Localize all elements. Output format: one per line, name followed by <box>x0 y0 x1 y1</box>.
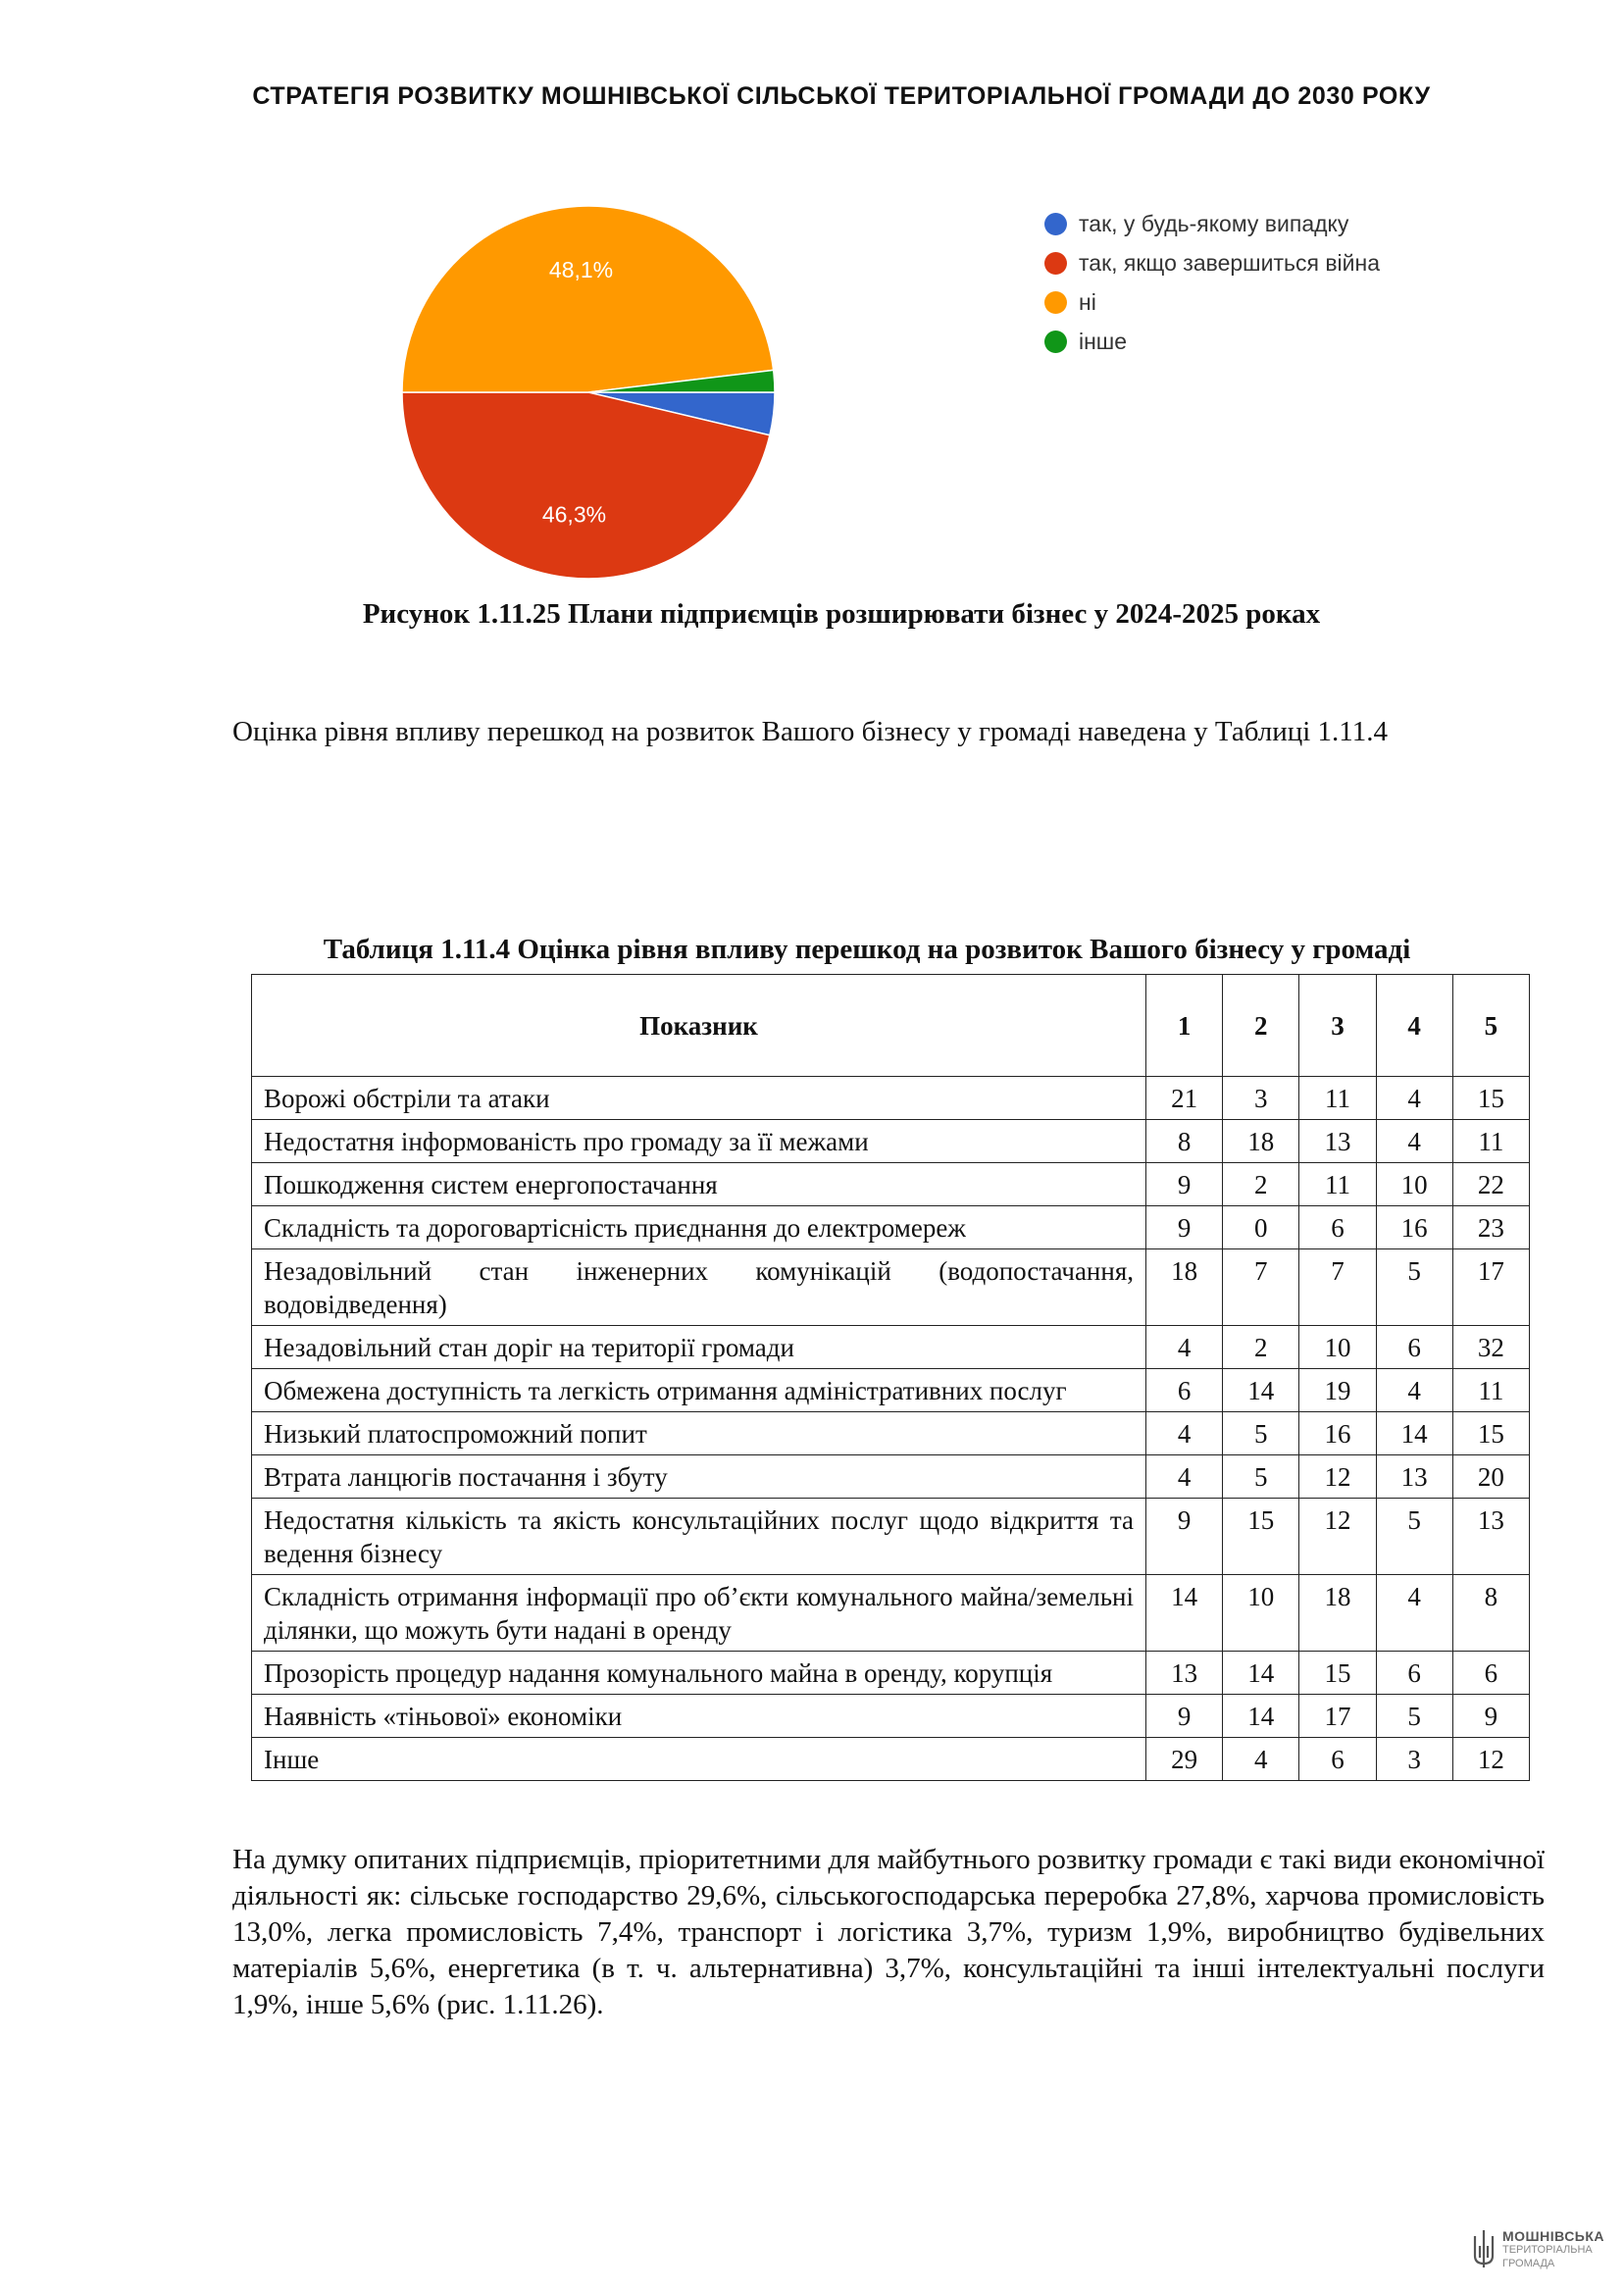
row-indicator-cell: Недостатня інформованість про громаду за її межами <box>252 1120 1146 1163</box>
row-value-cell: 14 <box>1223 1652 1299 1695</box>
row-indicator-cell: Незадовільний стан доріг на території громади <box>252 1326 1146 1369</box>
row-indicator-cell: Пошкодження систем енергопостачання <box>252 1163 1146 1206</box>
row-value-cell: 6 <box>1376 1652 1452 1695</box>
row-value-cell: 13 <box>1376 1455 1452 1499</box>
table-row <box>252 1499 1530 1575</box>
pie-slice <box>402 206 774 392</box>
row-value-cell: 8 <box>1452 1575 1529 1652</box>
row-value-cell: 7 <box>1223 1249 1299 1326</box>
row-indicator-cell: Інше <box>252 1738 1146 1781</box>
row-value-cell: 4 <box>1146 1412 1223 1455</box>
table-row <box>252 1206 1530 1249</box>
row-value-cell: 20 <box>1452 1455 1529 1499</box>
header-cell-2: 2 <box>1223 975 1299 1077</box>
legend-item <box>1044 282 1380 322</box>
row-indicator-cell: Обмежена доступність та легкість отримання адміністративних послуг <box>252 1369 1146 1412</box>
row-value-cell: 4 <box>1146 1455 1223 1499</box>
row-value-cell: 2 <box>1223 1163 1299 1206</box>
row-value-cell: 12 <box>1299 1455 1376 1499</box>
row-value-cell: 21 <box>1146 1077 1223 1120</box>
header-cell-1: 1 <box>1146 975 1223 1077</box>
row-value-cell: 13 <box>1146 1652 1223 1695</box>
table-row <box>252 1120 1530 1163</box>
row-value-cell: 14 <box>1223 1695 1299 1738</box>
row-value-cell: 7 <box>1299 1249 1376 1326</box>
obstacles-table <box>251 974 1530 1781</box>
legend-swatch <box>1044 331 1067 353</box>
row-value-cell: 6 <box>1299 1206 1376 1249</box>
legend-item <box>1044 322 1380 361</box>
row-value-cell: 11 <box>1299 1163 1376 1206</box>
legend-label: ні <box>1079 288 1096 315</box>
row-value-cell: 12 <box>1452 1738 1529 1781</box>
legend-item <box>1044 243 1380 282</box>
table-row <box>252 1249 1530 1326</box>
row-value-cell: 16 <box>1299 1412 1376 1455</box>
row-value-cell: 5 <box>1223 1412 1299 1455</box>
row-indicator-cell: Складність та дороговартісність приєднання до електромереж <box>252 1206 1146 1249</box>
row-indicator-cell: Складність отримання інформації про об’єкти комунального майна/земельні ділянки, що можуть бути надані в оренду <box>252 1575 1146 1652</box>
row-value-cell: 6 <box>1299 1738 1376 1781</box>
row-value-cell: 5 <box>1223 1455 1299 1499</box>
row-value-cell: 12 <box>1299 1499 1376 1575</box>
row-value-cell: 6 <box>1452 1652 1529 1695</box>
row-value-cell: 18 <box>1223 1120 1299 1163</box>
row-value-cell: 14 <box>1376 1412 1452 1455</box>
row-indicator-cell: Втрата ланцюгів постачання і збуту <box>252 1455 1146 1499</box>
row-value-cell: 3 <box>1376 1738 1452 1781</box>
table-row <box>252 1695 1530 1738</box>
row-value-cell: 0 <box>1223 1206 1299 1249</box>
row-value-cell: 10 <box>1376 1163 1452 1206</box>
row-value-cell: 14 <box>1223 1369 1299 1412</box>
row-value-cell: 8 <box>1146 1120 1223 1163</box>
row-value-cell: 18 <box>1146 1249 1223 1326</box>
row-value-cell: 4 <box>1376 1575 1452 1652</box>
logo-line-3: ГРОМАДА <box>1502 2258 1555 2269</box>
table-row <box>252 1412 1530 1455</box>
table-row <box>252 1326 1530 1369</box>
table-row <box>252 1455 1530 1499</box>
table-row <box>252 1163 1530 1206</box>
row-value-cell: 17 <box>1299 1695 1376 1738</box>
row-value-cell: 15 <box>1452 1412 1529 1455</box>
row-value-cell: 15 <box>1299 1652 1376 1695</box>
row-value-cell: 18 <box>1299 1575 1376 1652</box>
table-row <box>252 1738 1530 1781</box>
row-value-cell: 22 <box>1452 1163 1529 1206</box>
legend-swatch <box>1044 291 1067 314</box>
row-indicator-cell: Наявність «тіньової» економіки <box>252 1695 1146 1738</box>
row-value-cell: 10 <box>1223 1575 1299 1652</box>
row-value-cell: 10 <box>1299 1326 1376 1369</box>
logo-line-2: ТЕРИТОРІАЛЬНА <box>1502 2244 1593 2256</box>
row-value-cell: 11 <box>1452 1120 1529 1163</box>
legend-swatch <box>1044 213 1067 235</box>
legend-swatch <box>1044 252 1067 275</box>
row-indicator-cell: Низький платоспроможний попит <box>252 1412 1146 1455</box>
pie-data-label: 48,1% <box>548 256 614 282</box>
pie-chart <box>373 177 804 608</box>
row-value-cell: 11 <box>1452 1369 1529 1412</box>
row-value-cell: 4 <box>1146 1326 1223 1369</box>
row-value-cell: 9 <box>1146 1206 1223 1249</box>
table-row <box>252 1369 1530 1412</box>
row-value-cell: 14 <box>1146 1575 1223 1652</box>
figure-caption: Рисунок 1.11.25 Плани підприємців розширювати бізнес у 2024-2025 роках <box>362 598 1321 630</box>
row-indicator-cell: Прозорість процедур надання комунального майна в оренду, корупція <box>252 1652 1146 1695</box>
legend-item <box>1044 204 1380 243</box>
row-value-cell: 4 <box>1223 1738 1299 1781</box>
row-value-cell: 4 <box>1376 1077 1452 1120</box>
table-row <box>252 1652 1530 1695</box>
row-value-cell: 5 <box>1376 1499 1452 1575</box>
row-value-cell: 13 <box>1299 1120 1376 1163</box>
intro-paragraph: Оцінка рівня впливу перешкод на розвиток Вашого бізнесу у громаді наведена у Таблиці 1.11.4 <box>232 716 1388 747</box>
row-value-cell: 9 <box>1146 1695 1223 1738</box>
header-cell-indicator: Показник <box>252 975 1146 1077</box>
row-value-cell: 5 <box>1376 1249 1452 1326</box>
row-indicator-cell: Незадовільний стан інженерних комунікацій (водопостачання, водовідведення) <box>252 1249 1146 1326</box>
row-value-cell: 2 <box>1223 1326 1299 1369</box>
row-value-cell: 29 <box>1146 1738 1223 1781</box>
row-value-cell: 9 <box>1146 1163 1223 1206</box>
row-value-cell: 6 <box>1376 1326 1452 1369</box>
row-indicator-cell: Ворожі обстріли та атаки <box>252 1077 1146 1120</box>
row-value-cell: 32 <box>1452 1326 1529 1369</box>
page-header: СТРАТЕГІЯ РОЗВИТКУ МОШНІВСЬКОЇ СІЛЬСЬКОЇ ТЕРИТОРІАЛЬНОЇ ГРОМАДИ ДО 2030 РОКУ <box>252 82 1431 110</box>
row-value-cell: 4 <box>1376 1120 1452 1163</box>
priorities-paragraph: На думку опитаних підприємців, пріоритетними для майбутнього розвитку громади є такі види економічної діяльності як: сільське господарство 29,6%, сільськогосподарська переробка 27,8%, харчова промисловість 13,0%, легка промисловість 7,4%, транспорт і логістика 3,7%, туризм 1,9%, виробництво будівельних матеріалів 5,6%, енергетика (в т. ч. альтернативна) 3,7%, консультаційні та інші інтелектуальні послуги 1,9%, інше 5,6% (рис. 1.11.26). <box>232 1844 1545 2020</box>
header-cell-3: 3 <box>1299 975 1376 1077</box>
row-value-cell: 17 <box>1452 1249 1529 1326</box>
header-cell-5: 5 <box>1452 975 1529 1077</box>
row-value-cell: 11 <box>1299 1077 1376 1120</box>
table-row <box>252 1575 1530 1652</box>
header-cell-4: 4 <box>1376 975 1452 1077</box>
row-value-cell: 9 <box>1452 1695 1529 1738</box>
row-value-cell: 6 <box>1146 1369 1223 1412</box>
row-value-cell: 19 <box>1299 1369 1376 1412</box>
table-header-row <box>252 975 1530 1077</box>
table-caption: Таблиця 1.11.4 Оцінка рівня впливу перешкод на розвиток Вашого бізнесу у громаді <box>323 934 1411 965</box>
legend-label: так, у будь-якому випадку <box>1079 210 1349 236</box>
logo-line-1: МОШНІВСЬКА <box>1502 2228 1605 2244</box>
row-value-cell: 13 <box>1452 1499 1529 1575</box>
row-value-cell: 23 <box>1452 1206 1529 1249</box>
trident-icon <box>1471 2228 1497 2271</box>
table-row <box>252 1077 1530 1120</box>
pie-data-label: 46,3% <box>541 501 607 528</box>
row-indicator-cell: Недостатня кількість та якість консультаційних послуг щодо відкриття та ведення бізнесу <box>252 1499 1146 1575</box>
legend-label: так, якщо завершиться війна <box>1079 249 1380 276</box>
row-value-cell: 5 <box>1376 1695 1452 1738</box>
legend-label: інше <box>1079 328 1128 354</box>
row-value-cell: 15 <box>1223 1499 1299 1575</box>
row-value-cell: 15 <box>1452 1077 1529 1120</box>
row-value-cell: 9 <box>1146 1499 1223 1575</box>
community-logo <box>1471 2228 1604 2271</box>
row-value-cell: 16 <box>1376 1206 1452 1249</box>
row-value-cell: 4 <box>1376 1369 1452 1412</box>
chart-legend <box>1044 204 1380 361</box>
row-value-cell: 3 <box>1223 1077 1299 1120</box>
